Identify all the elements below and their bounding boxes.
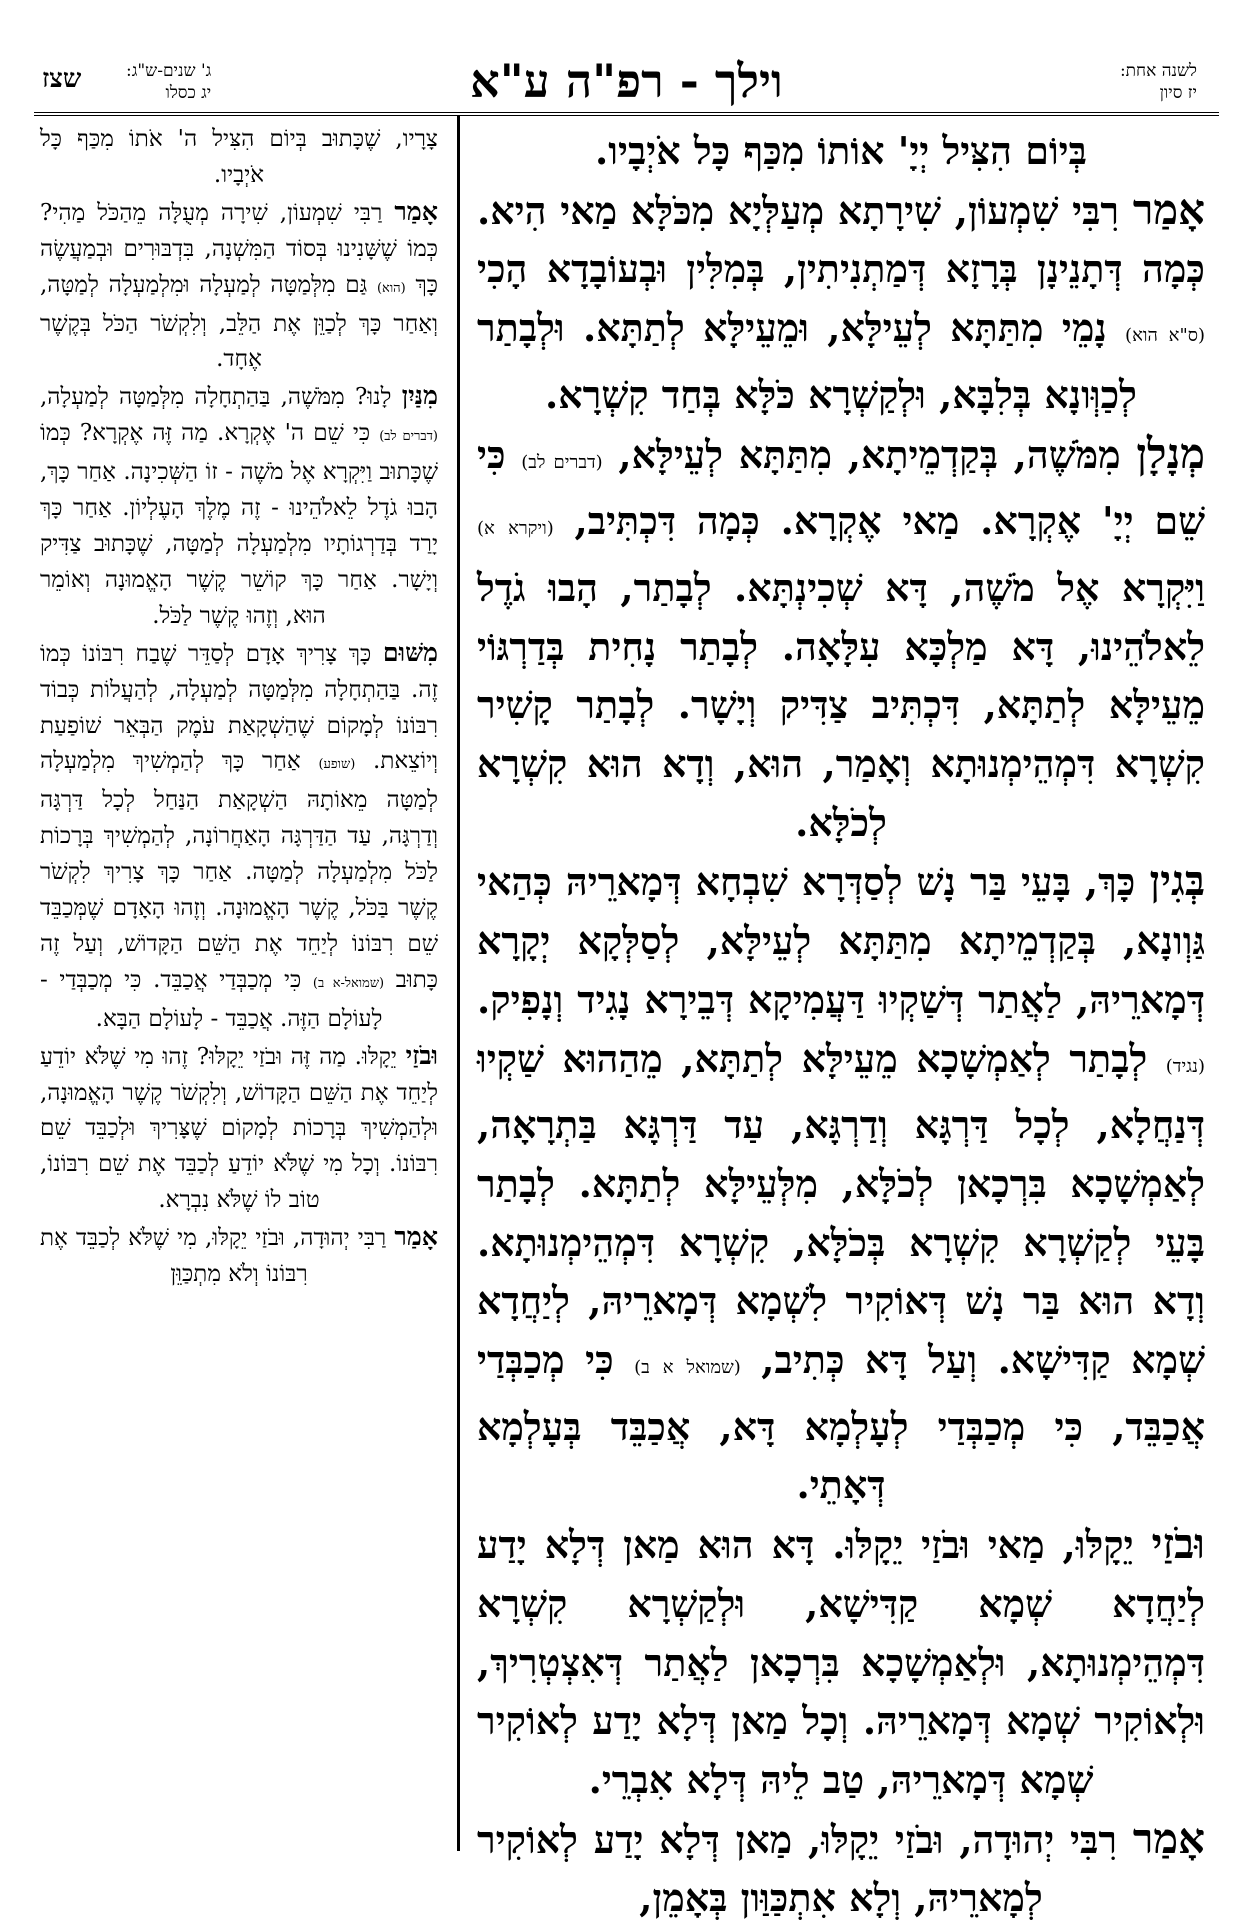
- paragraph-text: בְּיוֹם הִצִּיל יְיָ' אוֹתוֹ מִכַּף כָּל אֹיְבָיו.: [595, 128, 1087, 173]
- paragraph-text: כִּי מְכַבְּדַי אֲכַבֵּד, כִּי מְכַבְּדַי לְעָלְמָא דָּא, אֲכַבֵּד בְּעָלְמָא דְּאָתֵי.: [477, 1337, 1205, 1508]
- cycle-schedule: [126, 60, 211, 104]
- paragraph-text: מִמֹּשֶׁה, בְּקַדְמֵיתָא, מִתַּתָּא לְעֵילָּא,: [602, 431, 1137, 477]
- paragraph-text: רַבִּי שִׁמְעוֹן, שִׁירָה מְעֻלָּה מֵהַכֹּל מַהִי? כְּמוֹ שֶׁשָּׁנִינוּ בְּסוֹד הַמִּשְׁנָה, בִּדְבּוּרִים וּבְמַעֲשֶׂה כָּךְ: [40, 199, 438, 298]
- source-reference: (שמואל-א ב): [312, 975, 385, 991]
- page-header: [34, 50, 1219, 112]
- opening-word: מִשּׁוּם: [382, 636, 438, 667]
- paragraph-text: וַיִּקְרָא אֶל מֹשֶׁה, דָּא שְׁכִינְתָּא. לְבָתַר, הָבוּ גֹדֶל לֵאלֹהֵינוּ, דָּא מַלְכָּא עִלָּאָה. לְבָתַר נָחִית בְּדַרְגּוֹי מֵעֵילָּא לְתַתָּא, דִּכְתִּיב צַדִּיק וְיָשָׁר. לְבָתַר קָשִׁיר קִשְׁרָא דִּמְהֵימְנוּתָא וְאָמַר, הוּא, וְדָא הוּא קִשְׁרָא לְכֹלָּא.: [477, 564, 1205, 845]
- zohar-paragraph: [477, 1810, 1205, 1928]
- study-date: יז סיון: [1159, 83, 1197, 103]
- zohar-paragraph: [477, 122, 1205, 181]
- page-number: שצז: [42, 64, 82, 94]
- opening-word: אָמַר: [394, 1221, 438, 1252]
- zohar-paragraph: [477, 1515, 1205, 1810]
- paragraph-text: כִּי שֵׁם יְיָ' אֶקְרָא. מַאי אֶקְרָא. כְּמָה דִּכְתִּיב,: [477, 431, 1205, 544]
- paragraph-text: רִבִּי יְהוּדָה, וּבֹזַי יֵקָלּוּ, מַאן דְּלָא יָדַע לְאוֹקִיר לְמָארֵיהּ, וְלָא אִתְכַּוַּון בְּאָמֵן,: [477, 1816, 1133, 1921]
- paragraph-text: לָנוּ? מִמֹּשֶׁה, בַּהַתְחָלָה מִלְּמַטָּה לְמַעְלָה,: [40, 384, 402, 411]
- commentary-paragraph: [40, 635, 438, 1038]
- paragraph-text: אַחַר כָּךְ לְהַמְשִׁיךְ מִלְמַעְלָה לְמַטָּה מֵאוֹתָהּ הַשְׁקָאַת הַנַּחַל לְכָל דַּרְגָּה וְדַרְגָּה, עַד הַדַּרְגָּה הָאַחֲרוֹנָה, לְהַמְשִׁיךְ בְּרָכוֹת לַכֹּל מִלְמַעְלָה לְמַטָּה. אַחַר כָּךְ צָרִיךְ לִקְשֹׁר קֶשֶׁר בַּכֹּל, קֶשֶׁר הָאֱמוּנָה. וְזֶהוּ הָאָדָם שֶׁמְּכַבֵּד שֵׁם רִבּוֹנוֹ לְיַחֵד אֶת הַשֵּׁם הַקָּדוֹשׁ, וְעַל זֶה כָּתוּב: [40, 748, 438, 993]
- opening-word: וּבֹזַי: [1151, 1519, 1205, 1569]
- paragraph-text: גַּם מִלְּמַטָּה לְמַעְלָה וּמִלְמַעְלָה לְמַטָּה, וְאַחַר כָּךְ לְכַוֵּן אֶת הַלֵּב, וְלִקְשֹׁר הַכֹּל בְּקֶשֶׁר אֶחָד.: [40, 271, 438, 373]
- zohar-paragraph: [477, 425, 1205, 853]
- paragraph-text: כָּךְ צָרִיךְ אָדָם לְסַדֵּר שֶׁבַח רִבּוֹנוֹ כְּמוֹ זֶה. בַּהַתְחָלָה מִלְּמַטָּה לְמַעְלָה, לְהַעֲלוֹת כְּבוֹד רִבּוֹנוֹ לְמָקוֹם שֶׁהַשְׁקָאַת עֹמֶק הַבְּאֵר שׁוֹפַעַת וְיוֹצֵאת.: [40, 640, 438, 775]
- cycle-date: יג כסלו: [165, 83, 212, 103]
- opening-word: אָמַר: [1132, 184, 1205, 234]
- paragraph-text: כִּי מְכַבְּדַי אֲכַבֵּד. כִּי מְכַבְּדַי - לָעוֹלָם הַזֶּה. אֲכַבֵּד - לָעוֹלָם הַבָּא.: [40, 966, 383, 1032]
- opening-word: מְנָלָן: [1136, 428, 1205, 478]
- commentary-paragraph: [40, 122, 438, 194]
- opening-word: אָמַר: [394, 195, 438, 226]
- paragraph-text: נָמֵי מִתַּתָּא לְעֵילָּא, וּמֵעֵילָּא לְתַתָּא. וּלְבָתַר לְכַוְּונָא בְּלִבָּא, וּלְקַשְׁרָא כֹּלָּא בְּחַד קִשְׁרָא.: [477, 305, 1137, 417]
- opening-word: וּבֹזַי: [405, 1039, 438, 1070]
- zohar-column: [477, 122, 1205, 1928]
- commentary-paragraph: [40, 194, 438, 379]
- page-title: וילך - רפ"ה ע"א: [470, 54, 783, 108]
- commentary-text: [40, 122, 438, 1293]
- source-reference: (שופע): [318, 757, 356, 773]
- source-reference: (נגיד): [1165, 1055, 1205, 1077]
- paragraph-text: צָרָיו, שֶׁכָּתוּב בְּיוֹם הִצִּיל ה' אֹתוֹ מִכַּף כָּל אֹיְבָיו.: [40, 126, 438, 188]
- paragraph-text: רַבִּי יְהוּדָה, וּבֹזַי יֵקָלּוּ, מִי שֶׁלֹּא לְכַבֵּד אֶת רִבּוֹנוֹ וְלֹא מִתְכַּוֵּן: [40, 1225, 395, 1288]
- source-reference: (ויקרא א): [477, 518, 554, 540]
- study-label: לשנה אחת:: [1119, 61, 1197, 81]
- paragraph-text: רִבִּי שִׁמְעוֹן, שִׁירָתָא מְעַלְּיָא מִכֹּלָּא מַאי הִיא. כְּמָה דְּתָנֵינָן בְּרָזָא דְּמַתְנִיתִין, בְּמִלִּין וּבְעוֹבָדָא הָכִי: [477, 187, 1205, 292]
- paragraph-text: כִּי שֵׁם ה' אֶקְרָא. מַה זֶּה אֶקְרָא? כְּמוֹ שֶׁכָּתוּב וַיִּקְרָא אֶל מֹשֶׁה - זוֹ הַשְּׁכִינָה. אַחַר כָּךְ, הָבוּ גֹדֶל לֵאלֹהֵינוּ - זֶה מֶלֶךְ הָעֶלְיוֹן. אַחַר כָּךְ יָרַד בְּדַרְגוֹתָיו מִלְמַעְלָה לְמַטָּה, שֶׁכָּתוּב צַדִּיק וְיָשָׁר. אַחַר כָּךְ קוֹשֵׁר קֶשֶׁר הָאֱמוּנָה וְאוֹמֵר הוּא, וְזֶהוּ קֶשֶׁר לַכֹּל.: [40, 420, 438, 629]
- cycle-label: ג' שנים-ש"ג:: [126, 61, 212, 81]
- zohar-paragraph: [477, 181, 1205, 425]
- study-schedule: [1120, 60, 1197, 104]
- opening-word: אָמַר: [1132, 1813, 1205, 1863]
- commentary-column: [40, 122, 438, 1293]
- commentary-paragraph: [40, 378, 438, 634]
- source-reference: (דברים לב): [521, 451, 603, 473]
- source-reference: (הוא): [376, 280, 406, 296]
- opening-word: בְּגִין: [1149, 856, 1205, 906]
- paragraph-text: כָּךְ, בָּעֵי בַּר נָשׁ לְסַדְּרָא שִׁבְחָא דְּמָארֵיהּ כְּהַאי גַּוְונָא, בְּקַדְמֵיתָא מִתַּתָּא לְעֵילָּא, לְסַלְּקָא יְקָרָא דְּמָארֵיהּ, לַאֲתַר דְּשַׁקְיוּ דַּעֲמִיקָא דְּבֵירָא נָגִיד וְנָפִיק.: [477, 859, 1205, 1022]
- zohar-text: [477, 122, 1205, 1928]
- opening-word: מִנַּיִן: [401, 380, 438, 411]
- source-reference: (ס"א הוא): [1125, 325, 1205, 347]
- commentary-paragraph: [40, 1219, 438, 1293]
- column-divider: [457, 116, 460, 1851]
- paragraph-text: יֵקָלּוּ. מַה זֶּה וּבֹזַי יֵקָלּוּ? זֶהוּ מִי שֶׁלֹּא יוֹדֵעַ לְיַחֵד אֶת הַשֵּׁם הַקָּדוֹשׁ, וְלִקְשֹׁר קֶשֶׁר הָאֱמוּנָה, וּלְהַמְשִׁיךְ בְּרָכוֹת לְמָקוֹם שֶׁצָּרִיךְ וּלְכַבֵּד שֵׁם רִבּוֹנוֹ. וְכָל מִי שֶׁלֹּא יוֹדֵעַ לְכַבֵּד אֶת שֵׁם רִבּוֹנוֹ, טוֹב לוֹ שֶׁלֹּא נִבְרָא.: [40, 1043, 438, 1214]
- paragraph-text: יֵקָלּוּ, מַאי וּבֹזַי יֵקָלּוּ. דָּא הוּא מַאן דְּלָא יָדַע לְיַחֲדָא שְׁמָא קַדִּישָׁא, וּלְקַשְׁרָא קִשְׁרָא דִּמְהֵימְנוּתָא, וּלְאַמְשָׁכָא בִּרְכָאן לַאֲתַר דְּאִצְטְרִיךְ, וּלְאוֹקִיר שְׁמָא דְּמָארֵיהּ. וְכָל מַאן דְּלָא יָדַע לְאוֹקִיר שְׁמָא דְּמָארֵיהּ, טַב לֵיהּ דְּלָא אִבְרֵי.: [477, 1522, 1205, 1802]
- paragraph-text: לְבָתַר לְאַמְשָׁכָא מֵעֵילָּא לְתַתָּא, מֵהַהוּא שַׁקְיוּ דְּנַחֲלָא, לְכָל דַּרְגָּא וְדַרְגָּא, עַד דַּרְגָּא בַּתְרָאָה, לְאַמְשָׁכָא בִּרְכָאן לְכֹלָּא, מִלְּעֵילָּא לְתַתָּא. לְבָתַר בָּעֵי לְקַשְׁרָא קִשְׁרָא בְּכֹלָּא, קִשְׁרָא דִּמְהֵימְנוּתָא. וְדָא הוּא בַּר נָשׁ דְּאוֹקִיר לִשְׁמָא דְּמָארֵיהּ, לְיַחֲדָא שְׁמָא קַדִּישָׁא. וְעַל דָּא כְּתִיב,: [477, 1035, 1205, 1383]
- zohar-paragraph: [477, 852, 1205, 1515]
- commentary-paragraph: [40, 1038, 438, 1220]
- source-reference: (דברים לב): [379, 429, 439, 445]
- source-reference: (שמואל א ב): [634, 1357, 741, 1379]
- header-rule: [34, 112, 1219, 116]
